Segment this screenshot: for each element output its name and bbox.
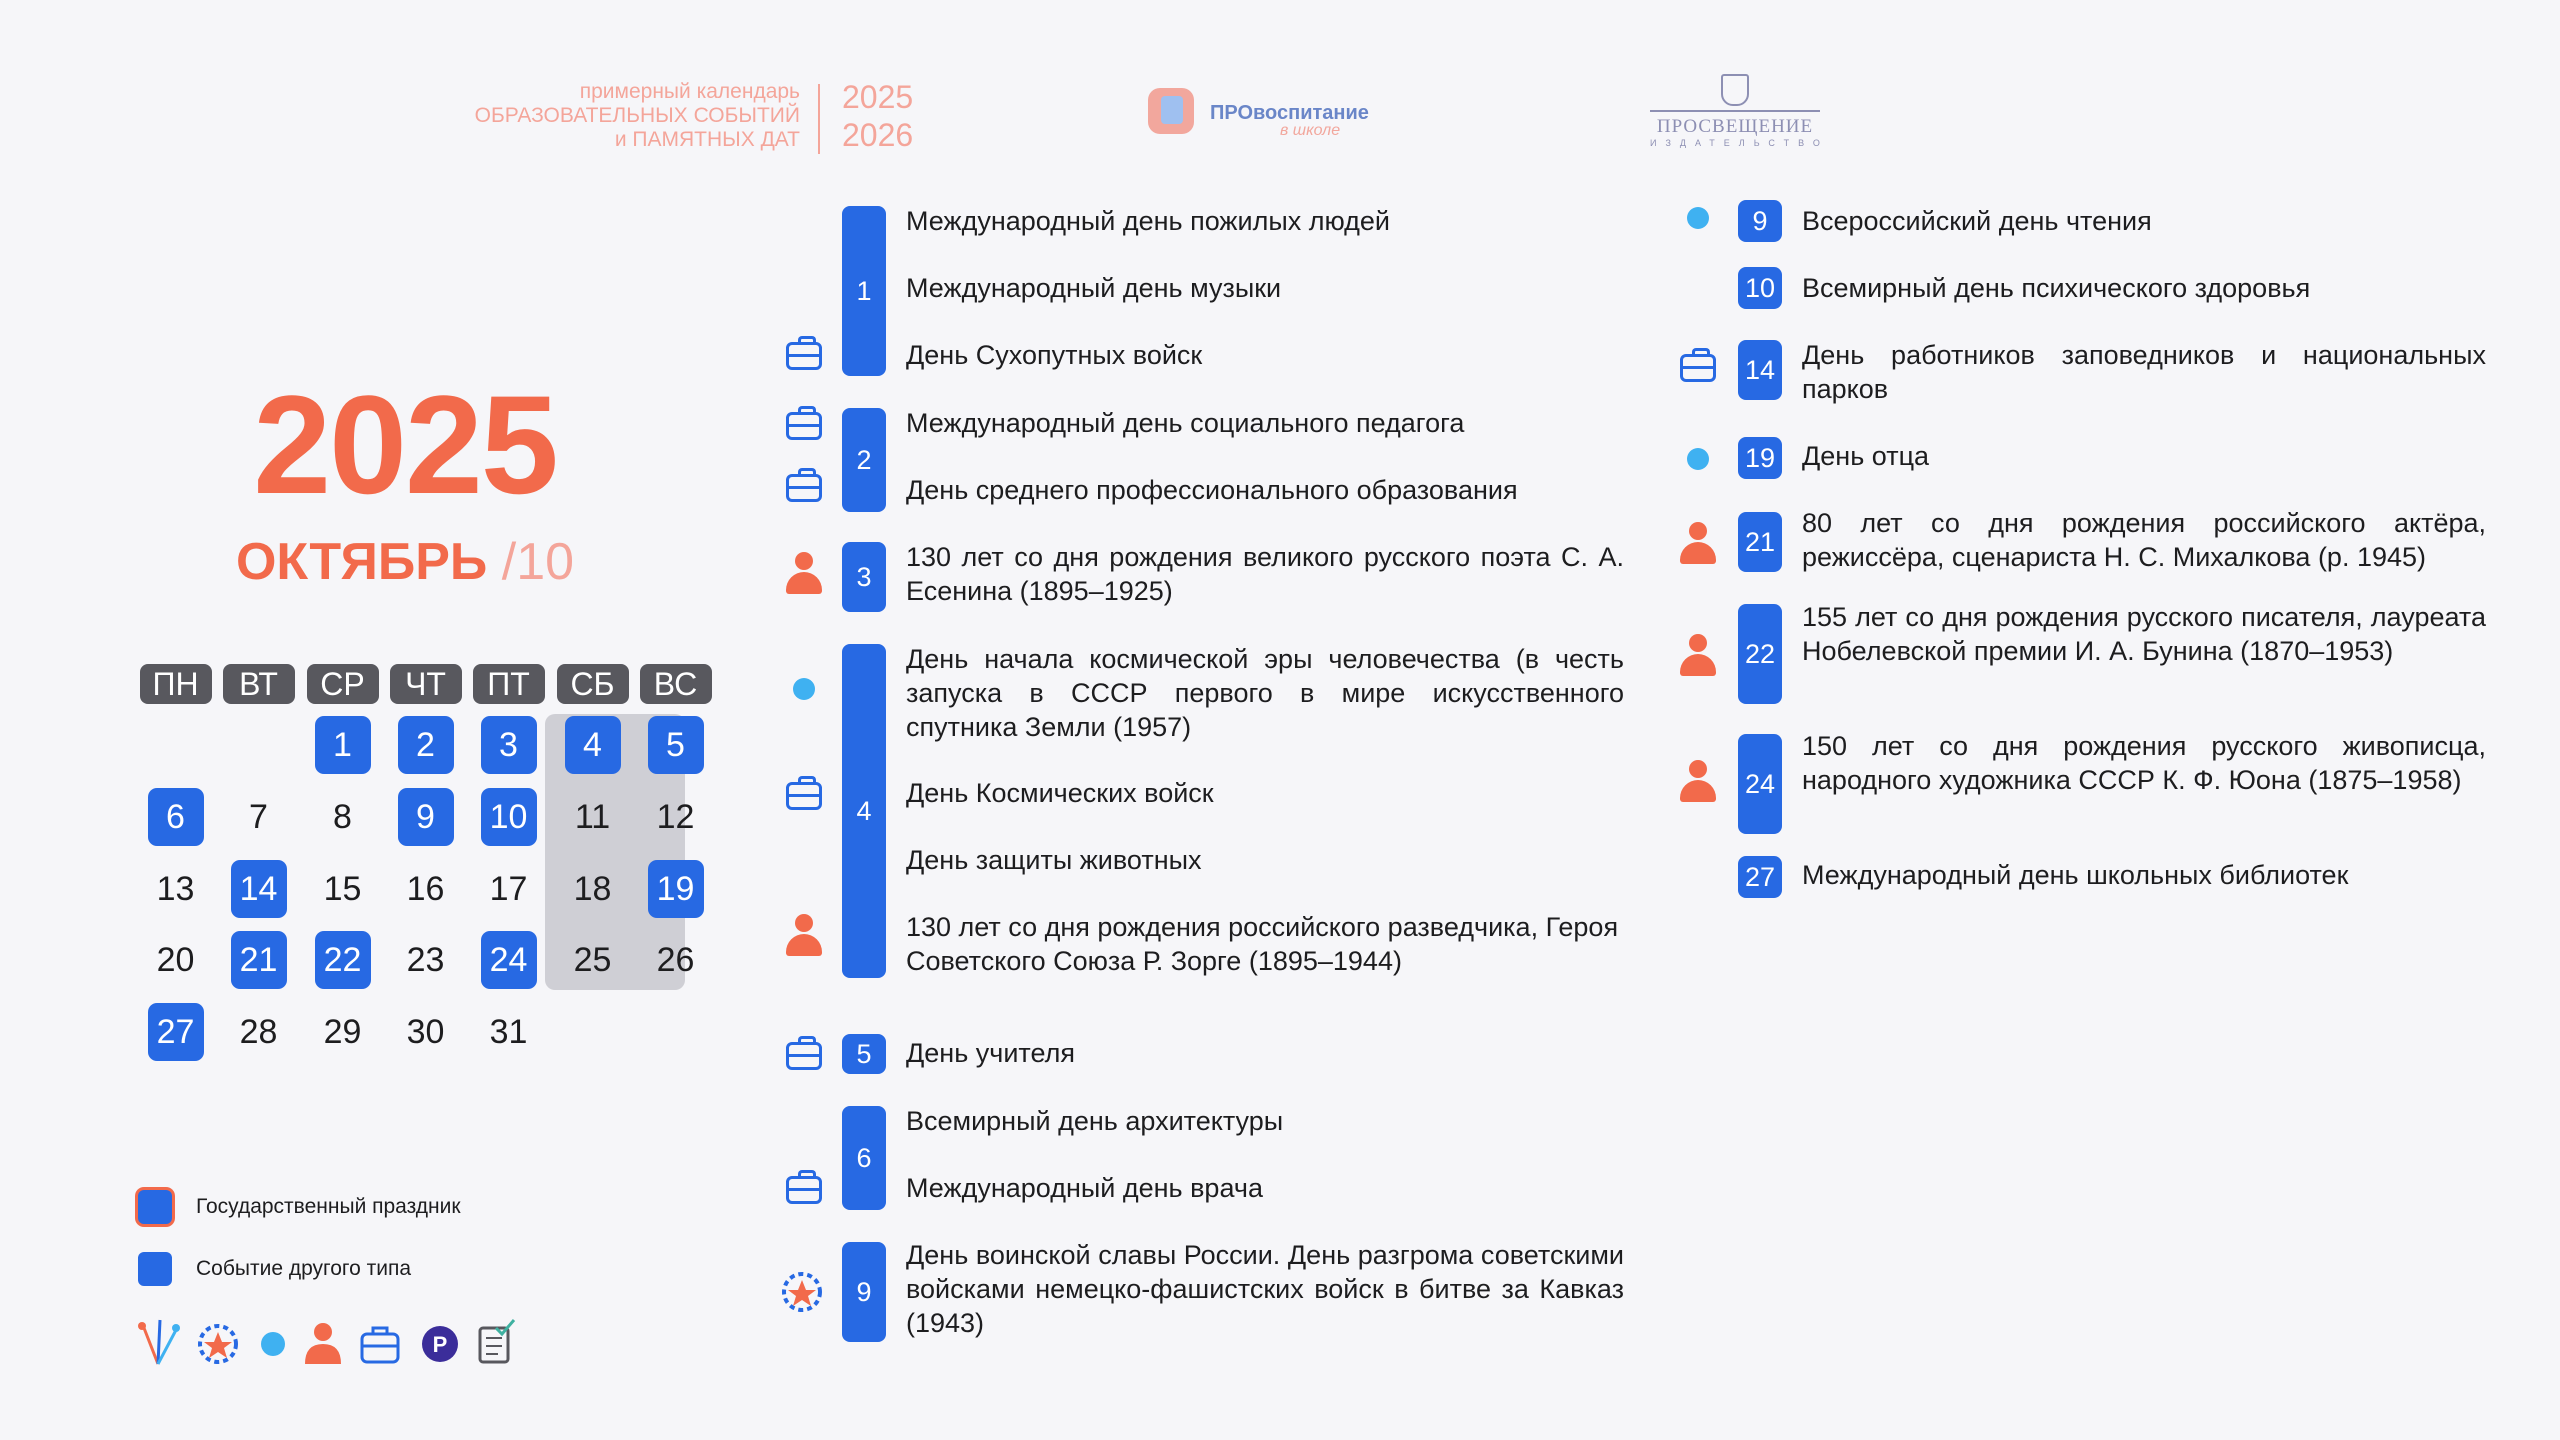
header-year-start: 2025	[842, 79, 914, 115]
event-text: День начала космической эры человечества (в честь запуска в СССР первого в мире искусственного спутника Земли (1957)	[906, 644, 1624, 742]
header-years	[842, 78, 913, 154]
calendar-day: 11	[574, 798, 611, 836]
calendar-day: 10	[481, 788, 537, 846]
calendar-day: 18	[573, 870, 612, 908]
month-name: ОКТЯБРЬ	[235, 533, 488, 591]
calendar-day: 5	[648, 716, 704, 774]
event-day-number: 1	[856, 275, 872, 306]
calendar-day: 29	[323, 1013, 362, 1051]
calendar-day: 22	[315, 931, 371, 989]
event-day-badge	[1738, 604, 1782, 704]
event-text: День воинской славы России. День разгрома советскими войсками немецко-фашистских войск в битве за Кавказ (1943)	[906, 1240, 1624, 1338]
event-day-number: 10	[1744, 272, 1776, 303]
calendar-day: 20	[156, 941, 195, 979]
calendar-day: 17	[489, 870, 528, 908]
event-text: День Космических войск	[906, 778, 1214, 808]
calendar-day: 14	[231, 860, 287, 918]
person-icon	[784, 552, 824, 594]
event-text: Международный день социального педагога	[906, 408, 1465, 438]
event-day-badge	[842, 408, 886, 512]
event-day-badge	[842, 644, 886, 978]
event-day-number: 2	[856, 444, 872, 475]
calendar-day: 7	[249, 798, 268, 836]
event-day-number: 19	[1744, 442, 1776, 473]
event-day-number: 14	[1744, 354, 1776, 385]
weekday-header: СР	[307, 664, 379, 704]
event-day-badge	[842, 1034, 886, 1074]
header-subtitle-line: и ПАМЯТНЫХ ДАТ	[614, 128, 800, 151]
event-day-number: 24	[1744, 768, 1776, 799]
event-text: Международный день пожилых людей	[906, 206, 1390, 236]
event-day-number: 21	[1744, 526, 1776, 557]
header-year-end: 2026	[842, 117, 914, 153]
calendar-day: 8	[333, 798, 352, 836]
other-event-swatch	[138, 1252, 172, 1286]
provospitanie-logo-subtext: в школе	[1280, 122, 1341, 139]
legend-state-holiday: Государственный праздник	[196, 1195, 461, 1218]
month-title	[220, 532, 590, 592]
calendar-day: 6	[148, 788, 204, 846]
calendar-day: 1	[315, 716, 371, 774]
month-number: /10	[501, 533, 575, 591]
calendar-day: 28	[239, 1013, 278, 1051]
event-text: День учителя	[906, 1038, 1075, 1068]
event-day-badge	[1738, 856, 1782, 898]
calendar-day: 2	[398, 716, 454, 774]
event-day-number: 9	[1752, 205, 1768, 236]
calendar-day: 3	[481, 716, 537, 774]
event-text: День среднего профессионального образования	[906, 475, 1518, 505]
calendar-day: 31	[489, 1013, 528, 1051]
briefcase-icon	[786, 782, 822, 810]
prosveshchenie-logo	[1650, 74, 1829, 148]
event-day-number: 3	[856, 561, 872, 592]
event-day-number: 9	[856, 1276, 872, 1307]
calendar-day: 26	[656, 941, 695, 979]
calendar-day: 9	[398, 788, 454, 846]
event-text: Международный день музыки	[906, 273, 1282, 303]
provospitanie-logo-icon	[1148, 88, 1194, 134]
header-subtitle-line: ОБРАЗОВАТЕЛЬНЫХ СОБЫТИЙ	[474, 104, 800, 127]
legend-other-event: Событие другого типа	[196, 1257, 412, 1280]
legend-icons	[130, 1314, 530, 1370]
briefcase-icon	[1680, 354, 1716, 382]
event-text: Всемирный день архитектуры	[906, 1106, 1284, 1136]
weekday-header: ВТ	[223, 664, 295, 704]
event-text: Международный день врача	[906, 1173, 1263, 1203]
event-day-badge	[1738, 512, 1782, 572]
calendar-day: 30	[406, 1013, 445, 1051]
calendar-day: 16	[406, 870, 445, 908]
event-day-number: 6	[856, 1142, 872, 1173]
wreath-icon	[780, 1270, 824, 1314]
shield-icon	[1721, 74, 1749, 106]
weekday-header: ВС	[640, 664, 712, 704]
calendar-day: 25	[573, 941, 612, 979]
event-day-badge	[842, 1106, 886, 1210]
briefcase-icon	[786, 412, 822, 440]
weekday-header: ЧТ	[390, 664, 462, 704]
state-holiday-swatch	[138, 1190, 172, 1224]
event-text: 130 лет со дня рождения российского разведчика, Героя Советского Союза Р. Зорге (1895–1944)	[906, 912, 1619, 976]
prosveshchenie-logo-sub: ИЗДАТЕЛЬСТВО	[1650, 138, 1829, 148]
calendar-day: 21	[231, 931, 287, 989]
event-text: День работников заповедников и национальных парков	[1802, 340, 2486, 404]
event-day-badge	[1738, 734, 1782, 834]
header-subtitle	[380, 80, 800, 152]
briefcase-icon	[362, 1328, 398, 1362]
event-day-number: 22	[1744, 638, 1776, 669]
calendar-day: 19	[648, 860, 704, 918]
weekday-header: СБ	[557, 664, 629, 704]
event-text: 80 лет со дня рождения российского актёра, режиссёра, сценариста Н. С. Михалкова (р. 1945)	[1802, 508, 2486, 572]
event-day-badge	[1738, 267, 1782, 309]
calendar-day: 27	[148, 1003, 204, 1061]
calendar-day: 23	[406, 941, 445, 979]
event-text: День защиты животных	[906, 845, 1202, 875]
wreath-icon	[200, 1326, 236, 1362]
dot-icon	[1687, 207, 1709, 229]
header-subtitle-line: примерный календарь	[579, 80, 800, 103]
event-text: День Сухопутных войск	[906, 340, 1203, 370]
event-text: День отца	[1802, 441, 1930, 471]
event-text: Всероссийский день чтения	[1802, 206, 2152, 236]
svg-text:Р: Р	[432, 1332, 448, 1357]
event-text: 155 лет со дня рождения русского писателя, лауреата Нобелевской премии И. А. Бунина (1870–1953)	[1802, 602, 2486, 666]
dot-icon	[1687, 448, 1709, 470]
person-icon	[784, 914, 824, 956]
provospitanie-logo-text: ПРОвоспитание	[1210, 102, 1369, 124]
weekday-header: ПН	[140, 664, 212, 704]
ruble-icon	[422, 1326, 458, 1362]
person-icon	[1678, 760, 1718, 802]
calendar-day: 12	[656, 798, 695, 836]
person-icon	[1678, 522, 1718, 564]
person-icon	[1678, 634, 1718, 676]
calendar-day: 4	[565, 716, 621, 774]
dot-icon	[261, 1332, 285, 1356]
briefcase-icon	[786, 1042, 822, 1070]
briefcase-icon	[786, 342, 822, 370]
dot-icon	[793, 678, 815, 700]
header-divider	[818, 84, 820, 154]
calendar-day: 15	[323, 870, 362, 908]
weekday-header: ПТ	[473, 664, 545, 704]
document-check-icon	[480, 1320, 514, 1362]
briefcase-icon	[786, 1176, 822, 1204]
event-day-badge	[1738, 437, 1782, 479]
year-title: 2025	[253, 366, 557, 523]
calendar-day: 13	[156, 870, 195, 908]
event-day-badge	[1738, 200, 1782, 242]
fireworks-icon	[138, 1320, 180, 1364]
calendar-day: 24	[481, 931, 537, 989]
event-day-badge	[1738, 340, 1782, 400]
event-day-number: 5	[856, 1038, 872, 1069]
event-day-badge	[842, 542, 886, 612]
briefcase-icon	[786, 474, 822, 502]
event-day-number: 4	[856, 795, 872, 826]
event-day-number: 27	[1744, 861, 1776, 892]
person-icon	[305, 1323, 341, 1364]
event-text: 150 лет со дня рождения русского живописца, народного художника СССР К. Ф. Юона (1875–1958)	[1802, 731, 2486, 795]
event-day-badge	[842, 1242, 886, 1342]
event-text: Всемирный день психического здоровья	[1802, 273, 2311, 303]
event-day-badge	[842, 206, 886, 376]
event-text: Международный день школьных библиотек	[1802, 860, 2349, 890]
event-text: 130 лет со дня рождения великого русского поэта С. А. Есенина (1895–1925)	[906, 542, 1624, 606]
prosveshchenie-logo-name: ПРОСВЕЩЕНИЕ	[1656, 116, 1814, 137]
